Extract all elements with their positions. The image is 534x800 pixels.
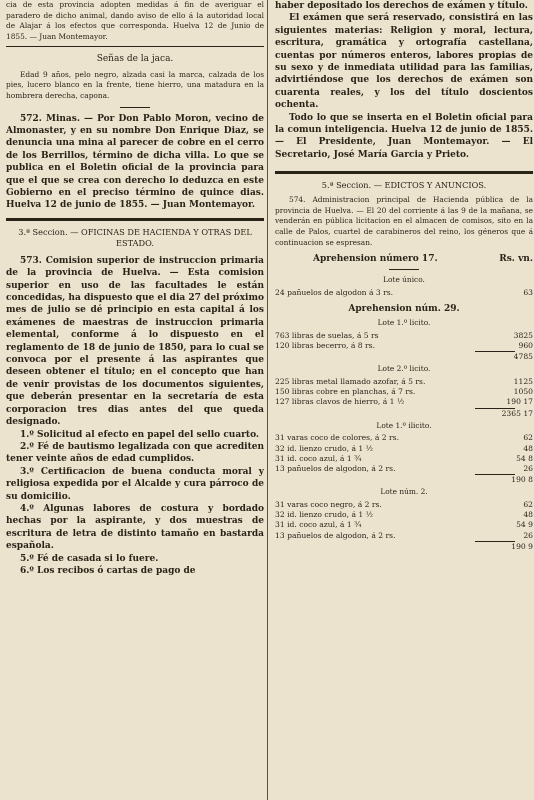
table-row	[275, 510, 533, 520]
row-description: 31 id. coco azul, á 1 ¾	[275, 453, 362, 463]
short-rule	[389, 269, 419, 270]
notice-572: 572. Minas. — Por Don Pablo Moron, vecino de Almonaster, y en su nombre Don Enrique Diaz, se denuncia una mina al parecer de cobre en el cerro de los Berrillos, término de dicha villa. Lo que se publica en el Boletin oficial de la provincia para que el que se crea con derecho lo deduzca en este Gobierno en el preciso término de quince dias. Huelva 12 de junio de 1855. — Juan Montemayor.	[6, 113, 264, 211]
lote2-total: 2365 17	[501, 408, 533, 418]
continued-text: haber depositado los derechos de exámen y título.	[275, 1, 528, 11]
currency-column-header: Rs. vn.	[499, 254, 533, 265]
row-amount: 62	[523, 433, 533, 443]
notice-574: 574. Administracion principal de Hacienda pública de la provincia de Huelva. — El 20 del corriente á las 9 de la mañana, se venderán en pública licitacion en el almacen de comisos, sito en la calle de Palos, cuartel de carabineros del reino, los géneros que á continuacion se espresan.	[275, 195, 533, 247]
row-amount: 54 9	[516, 520, 533, 530]
row-description: 120 libras becerro, á 8 rs.	[275, 341, 375, 351]
table-row	[275, 331, 533, 341]
table-row	[275, 377, 533, 387]
requirement-item: 1.º Solicitud al efecto en papel del sello cuarto.	[20, 429, 260, 440]
ilicito-total: 190 8	[511, 475, 533, 485]
requirement-item: 3.º Certificacion de buena conducta moral y religiosa expedida por el Alcalde y cura párroco de su domicilio.	[6, 466, 264, 502]
table-row	[275, 288, 533, 298]
row-amount: 54 8	[516, 453, 533, 463]
table-row	[275, 341, 533, 351]
column-divider	[267, 0, 268, 800]
row-amount: 1050	[513, 387, 533, 397]
exam-paragraph: El exámen que será reservado, consistirá en las siguientes materias: Religion y moral, lectura, escritura, gramática y ortografía castellana, cuentas por números enteros, labores propias de su sexo y de inmediata utilidad para las familias, advirtiéndose que los derechos de exámen son cuarenta reales, y los del título doscientos ochenta.	[275, 13, 533, 111]
lote2-licito-title: Lote 2.º licito.	[377, 364, 431, 374]
lote-unico-title: Lote único.	[383, 275, 425, 285]
row-description: 150 libras cobre en planchas, á 7 rs.	[275, 387, 416, 397]
row-amount: 190 17	[506, 397, 533, 407]
section-3-title: 3.ª Seccion. — OFICINAS DE HACIENDA Y OTRAS DEL ESTADO.	[18, 226, 252, 248]
left-column	[6, 0, 264, 800]
aprehension-29-title: Aprehension núm. 29.	[348, 304, 460, 315]
lote-num2-total: 190 9	[511, 541, 533, 551]
table-row	[275, 387, 533, 397]
row-amount: 960	[518, 341, 533, 351]
row-description: 13 pañuelos de algodon, á 2 rs.	[275, 530, 396, 540]
senas-text: Edad 9 años, pelo negro, alzada casi la marca, calzada de los pies, lucero blanco en la frente, tiene hierro, una matadura en la hombrera derecha, capona.	[6, 69, 264, 100]
row-description: 763 libras de suelas, á 5 rs	[275, 330, 379, 340]
table-row	[275, 520, 533, 530]
requirements-list	[6, 429, 264, 578]
table-row	[275, 454, 533, 464]
table-row	[275, 397, 533, 407]
lote1-ilicito-title: Lote 1.º ilicito.	[376, 420, 432, 430]
row-amount: 26	[523, 464, 533, 474]
section-rule	[275, 171, 533, 174]
row-amount: 62	[523, 500, 533, 510]
total-row	[275, 542, 533, 552]
notice-573: 573. Comision superior de instruccion primaria de la provincia de Huelva. — Esta comision superior en uso de las facultades le están concedidas, ha dispuesto que el dia 27 del próximo mes de julio se dé principio en esta capital á los exámenes de maestras de instruccion primaria elemental, conforme á lo dispuesto en el reglamento de 18 de junio de 1850, para lo cual se convoca por el presente á las aspirantes que deseen obtener el título; en el concepto que han de venir provistas de los documentos siguientes, que deberán presentar en la secretaría de esta corporacion tres dias antes del que queda designado.	[6, 255, 264, 428]
row-description: 31 id. coco azul, á 1 ¾	[275, 520, 362, 530]
separator	[6, 46, 264, 47]
section-5-title: 5.ª Seccion. — EDICTOS Y ANUNCIOS.	[321, 180, 487, 191]
intro-paragraph: cia de esta provincia adopten medidas á fin de averiguar el paradero de dicho animal, dando aviso de ello á la autoridad local de Alajar á los efectos que corresponda. Huelva 12 de Junio de 1855. — Juan Montemayor.	[6, 0, 264, 41]
row-description: 32 id. lienzo crudo, á 1 ½	[275, 510, 374, 520]
table-row	[275, 500, 533, 510]
table-row	[275, 433, 533, 443]
row-amount: 3825	[513, 330, 533, 340]
senas-title: Señas de la jaca.	[96, 54, 174, 65]
requirement-item: 2.º Fé de bautismo legalizada con que acrediten tener veinte años de edad cumplidos.	[6, 441, 264, 465]
lote1-total: 4785	[513, 352, 533, 362]
requirement-item: 6.º Los recibos ó cartas de pago de	[20, 565, 196, 576]
row-amount: 48	[523, 443, 533, 453]
table-row	[275, 464, 533, 474]
section-rule	[6, 218, 264, 221]
total-row	[275, 409, 533, 419]
total-row	[275, 475, 533, 485]
lote1-licito-title: Lote 1.º licito.	[377, 318, 431, 328]
total-row	[275, 352, 533, 362]
row-description: 13 pañuelos de algodon, á 2 rs.	[275, 464, 396, 474]
row-description: 24 pañuelos de algodon á 3 rs.	[275, 288, 394, 298]
table-row	[275, 531, 533, 541]
row-amount: 26	[523, 530, 533, 540]
aprehension-17-title: Aprehension número 17.	[313, 254, 438, 265]
row-amount: 1125	[513, 377, 533, 387]
requirement-item: 4.º Algunas labores de costura y bordado hechas por la aspirante, y dos muestras de escritura de letra de distinto tamaño en bastarda española.	[6, 503, 264, 552]
short-rule	[120, 107, 150, 108]
row-description: 31 varas coco de colores, á 2 rs.	[275, 433, 399, 443]
table-row	[275, 444, 533, 454]
lote-num2-title: Lote núm. 2.	[380, 487, 428, 497]
requirement-item: 5.º Fé de casada si lo fuere.	[20, 553, 159, 564]
row-description: 225 libras metal llamado azofar, á 5 rs.	[275, 377, 426, 387]
row-description: 32 id. lienzo crudo, á 1 ½	[275, 443, 374, 453]
row-description: 31 varas coco negro, á 2 rs.	[275, 500, 382, 510]
row-description: 127 libras clavos de hierro, á 1 ½	[275, 397, 405, 407]
aprehension-17-header	[275, 254, 533, 264]
row-amount: 48	[523, 510, 533, 520]
right-column	[275, 0, 533, 800]
publication-paragraph: Todo lo que se inserta en el Boletin oficial para la comun inteligencia. Huelva 12 de junio de 1855. — El Presidente, Juan Montemayor. — El Secretario, José María Garcia y Prieto.	[275, 112, 533, 160]
row-amount: 63	[523, 288, 533, 298]
